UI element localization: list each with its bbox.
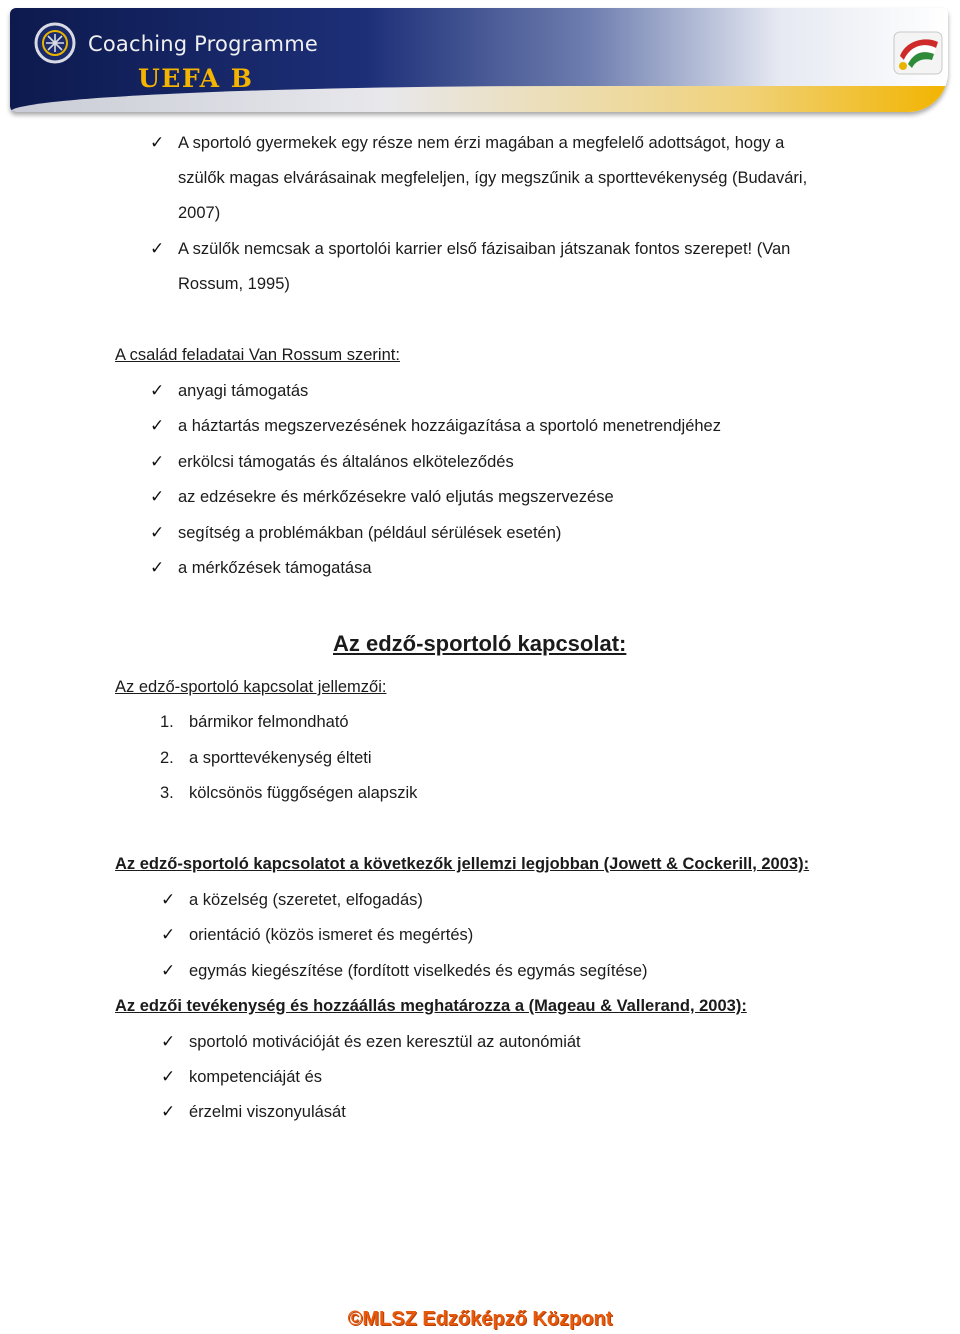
feature-item: bármikor felmondható	[189, 713, 349, 731]
uefa-ball-logo-icon	[34, 22, 76, 64]
mageau-item: érzelmi viszonyulását	[189, 1103, 346, 1121]
footer-brand: ©MLSZ Edzőképző Központ	[347, 1308, 613, 1330]
list-number: 3.	[160, 784, 174, 802]
mageau-heading: Az edzői tevékenység és hozzáállás meghatározza a (Mageau & Vallerand, 2003):	[115, 997, 747, 1015]
check-icon: ✓	[150, 452, 165, 472]
mageau-item: kompetenciáját és	[189, 1068, 322, 1086]
check-icon: ✓	[150, 523, 165, 543]
intro-line: 2007)	[178, 204, 221, 222]
intro-line: A szülők nemcsak a sportolói karrier első fázisaiban játszanak fontos szerepet! (Van	[178, 240, 791, 258]
intro-line: Rossum, 1995)	[178, 275, 290, 293]
check-icon: ✓	[161, 1102, 176, 1122]
header-banner	[10, 8, 948, 112]
family-item: az edzésekre és mérkőzésekre való eljutás megszervezése	[178, 488, 614, 506]
section-title: Az edző-sportoló kapcsolat:	[333, 631, 627, 656]
hungarian-flag-logo-icon	[892, 30, 944, 76]
check-icon: ✓	[161, 890, 176, 910]
check-icon: ✓	[161, 961, 176, 981]
brand-title: Coaching Programme	[88, 32, 318, 56]
list-number: 2.	[160, 749, 174, 767]
feature-item: a sporttevékenység élteti	[189, 749, 372, 767]
check-icon: ✓	[150, 239, 165, 259]
family-item: segítség a problémákban (például sérülések esetén)	[178, 524, 562, 542]
intro-line: A sportoló gyermekek egy része nem érzi magában a megfelelő adottságot, hogy a	[178, 134, 785, 152]
jowett-heading: Az edző-sportoló kapcsolatot a következők jellemzi legjobban (Jowett & Cockerill, 2003):	[115, 855, 810, 873]
family-item: anyagi támogatás	[178, 382, 309, 400]
features-heading: Az edző-sportoló kapcsolat jellemzői:	[115, 678, 387, 696]
check-icon: ✓	[161, 1067, 176, 1087]
family-heading: A család feladatai Van Rossum szerint:	[115, 346, 400, 364]
intro-line: szülők magas elvárásainak megfeleljen, így megszűnik a sporttevékenység (Budavári,	[178, 169, 808, 187]
check-icon: ✓	[150, 487, 165, 507]
check-icon: ✓	[150, 416, 165, 436]
jowett-item: a közelség (szeretet, elfogadás)	[189, 891, 423, 909]
family-item: a háztartás megszervezésének hozzáigazítása a sportoló menetrendjéhez	[178, 417, 721, 435]
jowett-item: orientáció (közös ismeret és megértés)	[189, 926, 474, 944]
check-icon: ✓	[150, 381, 165, 401]
check-icon: ✓	[150, 133, 165, 153]
feature-item: kölcsönös függőségen alapszik	[189, 784, 418, 802]
list-number: 1.	[160, 713, 174, 731]
jowett-item: egymás kiegészítése (fordított viselkedés és egymás segítése)	[189, 962, 648, 980]
mageau-item: sportoló motivációját és ezen keresztül az autonómiát	[189, 1033, 581, 1051]
check-icon: ✓	[161, 1032, 176, 1052]
brand-subtitle: UEFA B	[138, 64, 254, 93]
family-item: erkölcsi támogatás és általános elköteleződés	[178, 453, 514, 471]
check-icon: ✓	[161, 925, 176, 945]
check-icon: ✓	[150, 558, 165, 578]
family-item: a mérkőzések támogatása	[178, 559, 372, 577]
